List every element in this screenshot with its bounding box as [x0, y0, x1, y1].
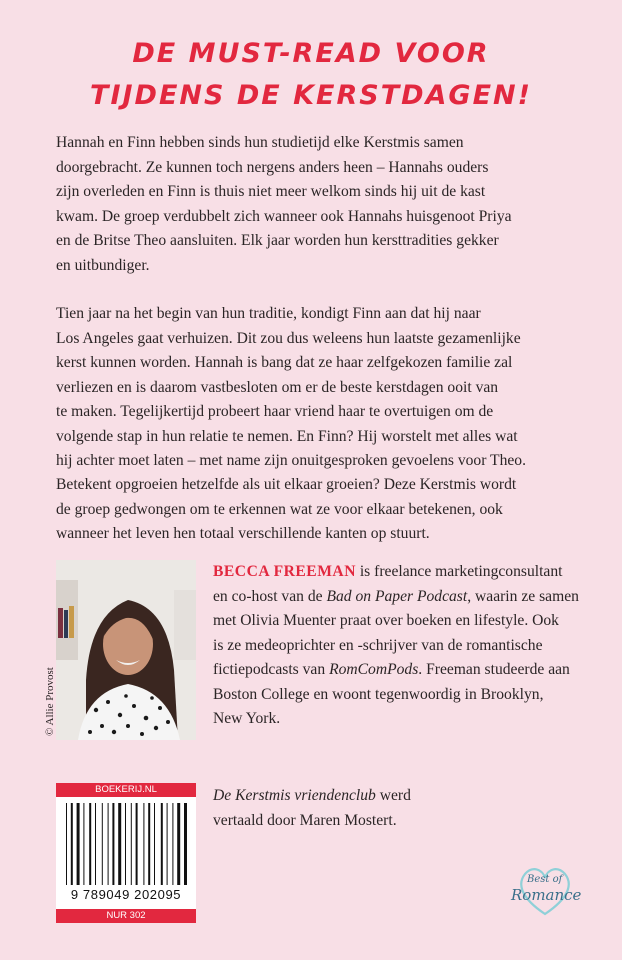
barcode-bars [56, 783, 196, 923]
bio-text: fictiepodcasts van [213, 661, 330, 678]
bio-line: is ze medeoprichter en -schrijver van de romantische [213, 636, 543, 654]
barcode-bar [102, 803, 103, 885]
author-photo [56, 560, 196, 740]
barcode-bar [161, 803, 163, 885]
blurb-paragraph-3 [56, 473, 576, 547]
barcode-bar [154, 803, 155, 885]
barcode-bar [89, 803, 91, 885]
logo-text-best-of: Best of [527, 874, 563, 885]
barcode-bar [131, 803, 132, 885]
translation-credit [213, 784, 622, 833]
bio-text: en co-host van de [213, 587, 327, 605]
blurb-line: doorgebracht. Ze kunnen toch nergens anders heen – Hannahs ouders [56, 158, 489, 176]
barcode-bar [143, 803, 144, 885]
blurb-line: de groep gedwongen om te erkennen wat ze voor elkaar betekenen, ook [56, 500, 503, 518]
bio-line [213, 658, 593, 683]
barcode-bar [95, 803, 96, 885]
bio-line [213, 560, 593, 585]
barcode-bar [186, 803, 187, 885]
blurb-line: kerst kunnen worden. Hannah is bang dat ze haar zelfgekozen familie zal [56, 354, 513, 371]
barcode-bar [148, 803, 150, 885]
photo-credit: © Allie Provost [44, 667, 56, 736]
bio-text: . Freeman studeerde aan [418, 661, 570, 678]
book-title: De Kerstmis vriendenclub [213, 787, 376, 804]
barcode-bar [136, 803, 138, 885]
blurb-line: Los Angeles gaat verhuizen. Dit zou dus weleens hun laatste gezamenlijke [56, 329, 521, 347]
barcode-bar [177, 803, 180, 885]
barcode-block [56, 783, 196, 923]
barcode-bar [125, 803, 126, 885]
barcode-bar [71, 803, 73, 885]
bio-line: New York. [213, 710, 281, 727]
podcast-title: Bad on Paper Podcast [326, 587, 468, 605]
blurb-line: kwam. De groep verdubbelt zich wanneer ook Hannahs huisgenoot Priya [56, 207, 512, 225]
blurb-line: Hannah en Finn hebben sinds hun studietijd elke Kerstmis samen [56, 134, 464, 151]
barcode-bar [108, 803, 109, 885]
barcode-bar [66, 803, 67, 885]
blurb-line: wanneer het leven hen totaal verschillende kanten op stuurt. [56, 525, 430, 542]
logo-text-romance: Romance [511, 886, 582, 904]
blurb-line: en de Britse Theo aansluiten. Elk jaar worden hun kersttradities gekker [56, 232, 499, 249]
bio-text: , waarin ze samen [467, 587, 579, 605]
author-bio [213, 560, 593, 732]
credit-line [213, 784, 622, 809]
blurb-line: verliezen en is daarom vastbesloten om er de beste kerstdagen ooit van [56, 378, 499, 396]
barcode-bar [118, 803, 121, 885]
author-photo-illustration [56, 560, 196, 740]
bio-line: met Olivia Muenter praat over boeken en lifestyle. Ook [213, 612, 559, 629]
barcode-bar [167, 803, 168, 885]
podcast-name: RomComPods [329, 661, 419, 678]
headline-line-2: TIJDENS DE KERSTDAGEN! [90, 80, 532, 111]
best-of-romance-logo [503, 860, 587, 920]
headline-line-1: DE MUST-READ VOOR [132, 38, 490, 69]
blurb-line: en uitbundiger. [56, 256, 150, 274]
blurb-line: te maken. Tegelijkertijd probeert haar vriend haar te overtuigen om de [56, 403, 494, 420]
isbn-number: 9 789049 202095 [70, 887, 182, 902]
bio-line [213, 585, 593, 610]
blurb-paragraph-1 [56, 131, 576, 278]
nur-label: NUR 302 [56, 909, 196, 923]
blurb-line: zijn overleden en Finn is thuis niet meer welkom sinds hij uit de kast [56, 183, 486, 200]
barcode-bar [184, 803, 186, 885]
blurb-paragraph-2 [56, 302, 576, 474]
credit-text: werd [375, 787, 411, 804]
bio-line: Boston College en woont tegenwoordig in Brooklyn, [213, 685, 544, 703]
blurb-line: Betekent opgroeien hetzelfde als uit elkaar groeien? Deze Kerstmis wordt [56, 476, 517, 493]
author-name: BECCA FREEMAN [213, 563, 356, 580]
barcode-bar [172, 803, 173, 885]
barcode-bar [77, 803, 80, 885]
credit-line: vertaald door Maren Mostert. [213, 811, 397, 829]
bio-text: is freelance marketingconsultant [355, 563, 563, 580]
blurb-line: hij achter moet laten – met name zijn onuitgesproken gevoelens voor Theo. [56, 452, 526, 469]
barcode-bar [112, 803, 114, 885]
barcode-bar [83, 803, 84, 885]
blurb-line: volgende stap in hun relatie te nemen. En Finn? Hij worstelt met alles wat [56, 427, 518, 445]
publisher-label: BOEKERIJ.NL [56, 783, 196, 797]
blurb-line: Tien jaar na het begin van hun traditie, kondigt Finn aan dat hij naar [56, 305, 481, 322]
